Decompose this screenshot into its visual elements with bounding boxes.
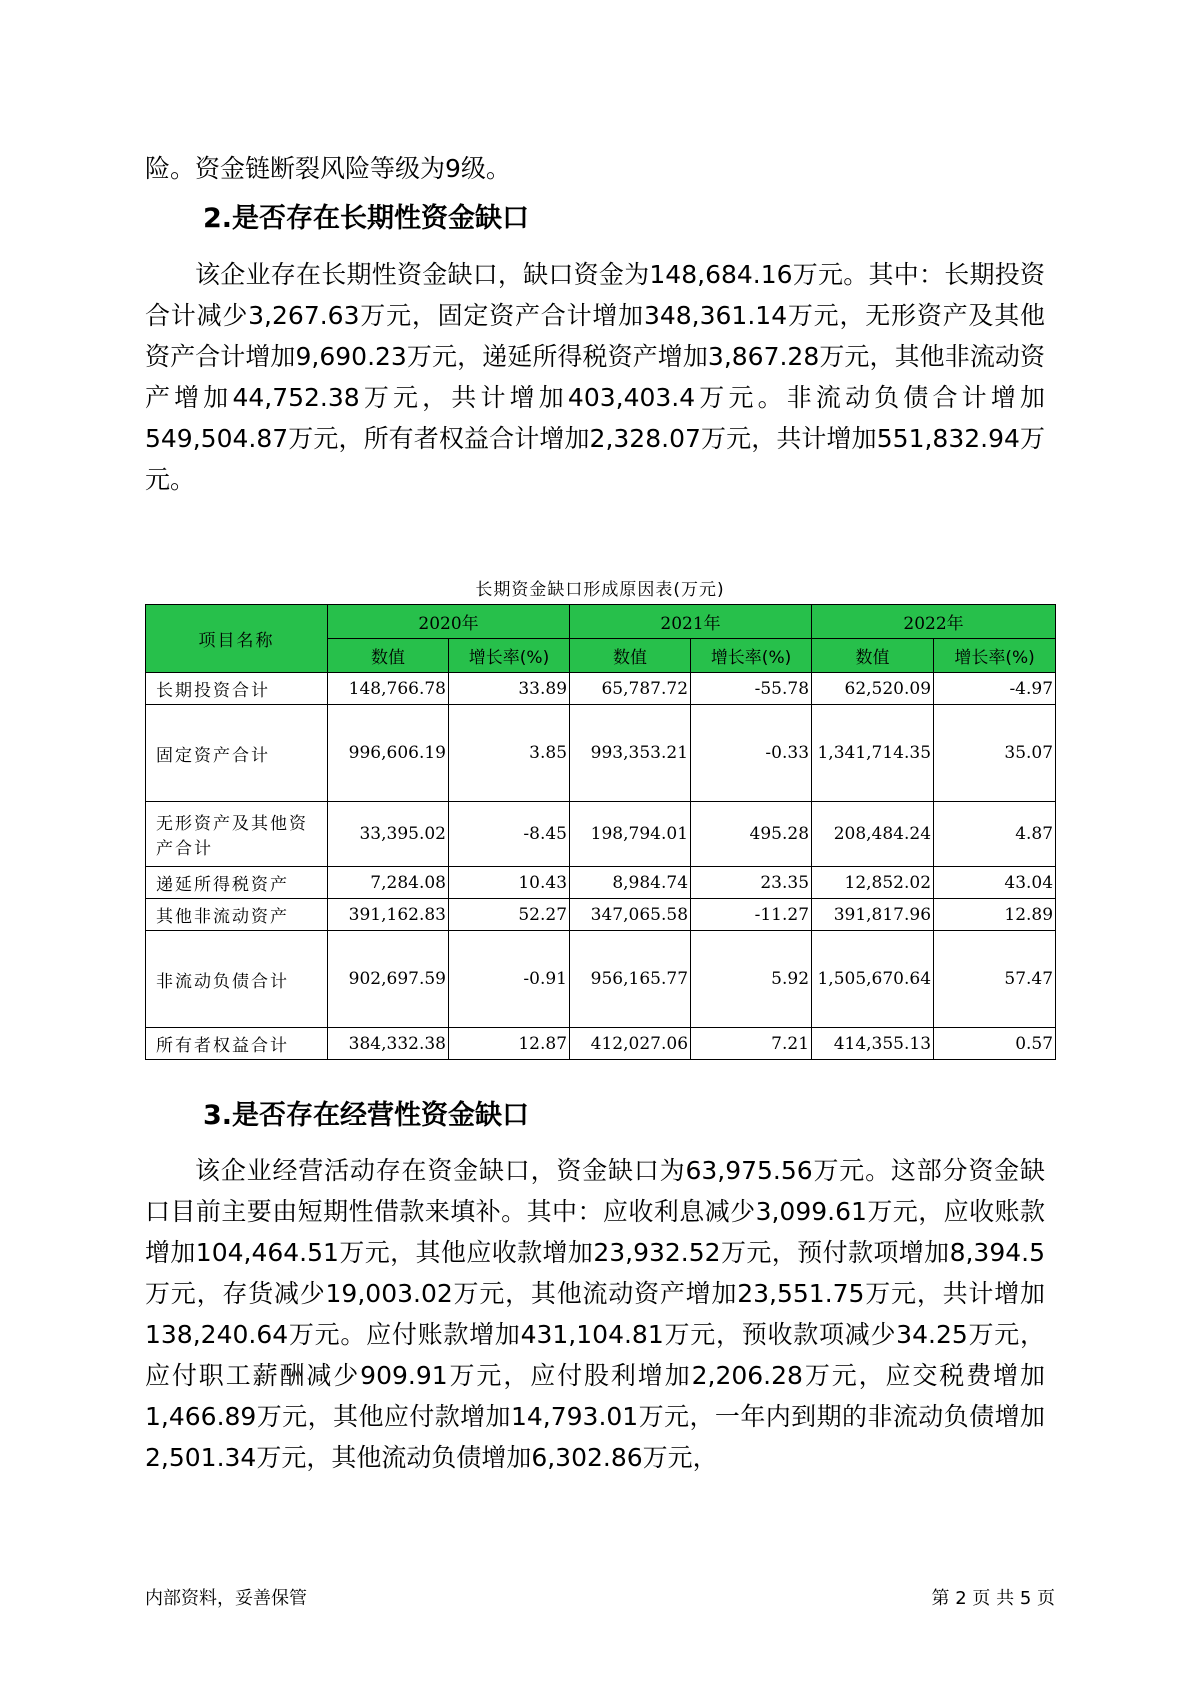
cell-rate: -11.27 xyxy=(691,899,812,931)
long-term-gap-table xyxy=(145,604,1056,1060)
cell-rate: 23.35 xyxy=(691,867,812,899)
cell-rate: 10.43 xyxy=(449,867,570,899)
section-heading-operating-gap: 3.是否存在经营性资金缺口 xyxy=(203,1100,530,1131)
cell-value: 996,606.19 xyxy=(328,705,449,802)
cell-value: 384,332.38 xyxy=(328,1028,449,1060)
cell-value: 33,395.02 xyxy=(328,802,449,867)
table-caption: 长期资金缺口形成原因表(万元) xyxy=(475,580,725,600)
cell-value: 65,787.72 xyxy=(570,673,691,705)
row-label: 递延所得税资产 xyxy=(146,867,328,899)
footer-page-number: 第 2 页 共 5 页 xyxy=(931,1588,1055,1609)
cell-value: 7,284.08 xyxy=(328,867,449,899)
cell-rate: 35.07 xyxy=(934,705,1056,802)
paragraph-continuation: 险。资金链断裂风险等级为9级。 xyxy=(145,154,511,183)
cell-rate: 43.04 xyxy=(934,867,1056,899)
cell-value: 148,766.78 xyxy=(328,673,449,705)
header-year-2022: 2022年 xyxy=(812,605,1056,639)
footer-confidential-note: 内部资料，妥善保管 xyxy=(145,1588,307,1609)
cell-value: 208,484.24 xyxy=(812,802,934,867)
cell-rate: 495.28 xyxy=(691,802,812,867)
row-label: 其他非流动资产 xyxy=(146,899,328,931)
row-label: 所有者权益合计 xyxy=(146,1028,328,1060)
paragraph-long-term-gap: 该企业存在长期性资金缺口，缺口资金为148,684.16万元。其中：长期投资合计减少3,267.63万元，固定资产合计增加348,361.14万元，无形资产及其他资产合计增加9,690.23万元，递延所得税资产增加3,867.28万元，其他非流动资产增加44,752.38万元，共计增加403,403.4万元。非流动负债合计增加549,504.87万元，所有者权益合计增加2,328.07万元，共计增加551,832.94万元。 xyxy=(145,260,1045,494)
row-label: 非流动负债合计 xyxy=(146,931,328,1028)
table-row xyxy=(146,802,1056,867)
table-row xyxy=(146,867,1056,899)
header-value: 数值 xyxy=(570,639,691,673)
cell-value: 62,520.09 xyxy=(812,673,934,705)
row-label: 固定资产合计 xyxy=(146,705,328,802)
header-item-name: 项目名称 xyxy=(146,605,328,673)
row-label: 长期投资合计 xyxy=(146,673,328,705)
cell-rate: 33.89 xyxy=(449,673,570,705)
header-year-2021: 2021年 xyxy=(570,605,812,639)
cell-rate: -0.91 xyxy=(449,931,570,1028)
cell-value: 391,162.83 xyxy=(328,899,449,931)
section-heading-long-term-gap: 2.是否存在长期性资金缺口 xyxy=(203,203,530,234)
header-value: 数值 xyxy=(812,639,934,673)
cell-rate: 52.27 xyxy=(449,899,570,931)
cell-rate: 4.87 xyxy=(934,802,1056,867)
cell-value: 391,817.96 xyxy=(812,899,934,931)
table-row xyxy=(146,705,1056,802)
cell-rate: 5.92 xyxy=(691,931,812,1028)
header-year-2020: 2020年 xyxy=(328,605,570,639)
cell-value: 347,065.58 xyxy=(570,899,691,931)
header-value: 数值 xyxy=(328,639,449,673)
cell-value: 902,697.59 xyxy=(328,931,449,1028)
row-label: 无形资产及其他资产合计 xyxy=(146,802,328,867)
table-row xyxy=(146,673,1056,705)
cell-value: 414,355.13 xyxy=(812,1028,934,1060)
cell-value: 198,794.01 xyxy=(570,802,691,867)
cell-value: 8,984.74 xyxy=(570,867,691,899)
header-growth-rate: 增长率(%) xyxy=(449,639,570,673)
cell-rate: 7.21 xyxy=(691,1028,812,1060)
cell-rate: -0.33 xyxy=(691,705,812,802)
cell-value: 412,027.06 xyxy=(570,1028,691,1060)
cell-rate: 0.57 xyxy=(934,1028,1056,1060)
cell-rate: 12.87 xyxy=(449,1028,570,1060)
paragraph-operating-gap: 该企业经营活动存在资金缺口，资金缺口为63,975.56万元。这部分资金缺口目前主要由短期性借款来填补。其中：应收利息减少3,099.61万元，应收账款增加104,464.51万元，其他应收款增加23,932.52万元，预付款项增加8,394.5万元，存货减少19,003.02万元，其他流动资产增加23,551.75万元，共计增加138,240.64万元。应付账款增加431,104.81万元，预收款项减少34.25万元，应付职工薪酬减少909.91万元，应付股利增加2,206.28万元，应交税费增加1,466.89万元，其他应付款增加14,793.01万元，一年内到期的非流动负债增加2,501.34万元，其他流动负债增加6,302.86万元， xyxy=(145,1156,1045,1472)
header-growth-rate: 增长率(%) xyxy=(691,639,812,673)
cell-rate: -55.78 xyxy=(691,673,812,705)
table-row xyxy=(146,931,1056,1028)
cell-value: 1,341,714.35 xyxy=(812,705,934,802)
cell-rate: 57.47 xyxy=(934,931,1056,1028)
cell-rate: 3.85 xyxy=(449,705,570,802)
header-growth-rate: 增长率(%) xyxy=(934,639,1056,673)
cell-value: 956,165.77 xyxy=(570,931,691,1028)
cell-rate: -8.45 xyxy=(449,802,570,867)
cell-rate: -4.97 xyxy=(934,673,1056,705)
cell-rate: 12.89 xyxy=(934,899,1056,931)
table-row xyxy=(146,1028,1056,1060)
cell-value: 1,505,670.64 xyxy=(812,931,934,1028)
table-row xyxy=(146,899,1056,931)
cell-value: 993,353.21 xyxy=(570,705,691,802)
cell-value: 12,852.02 xyxy=(812,867,934,899)
